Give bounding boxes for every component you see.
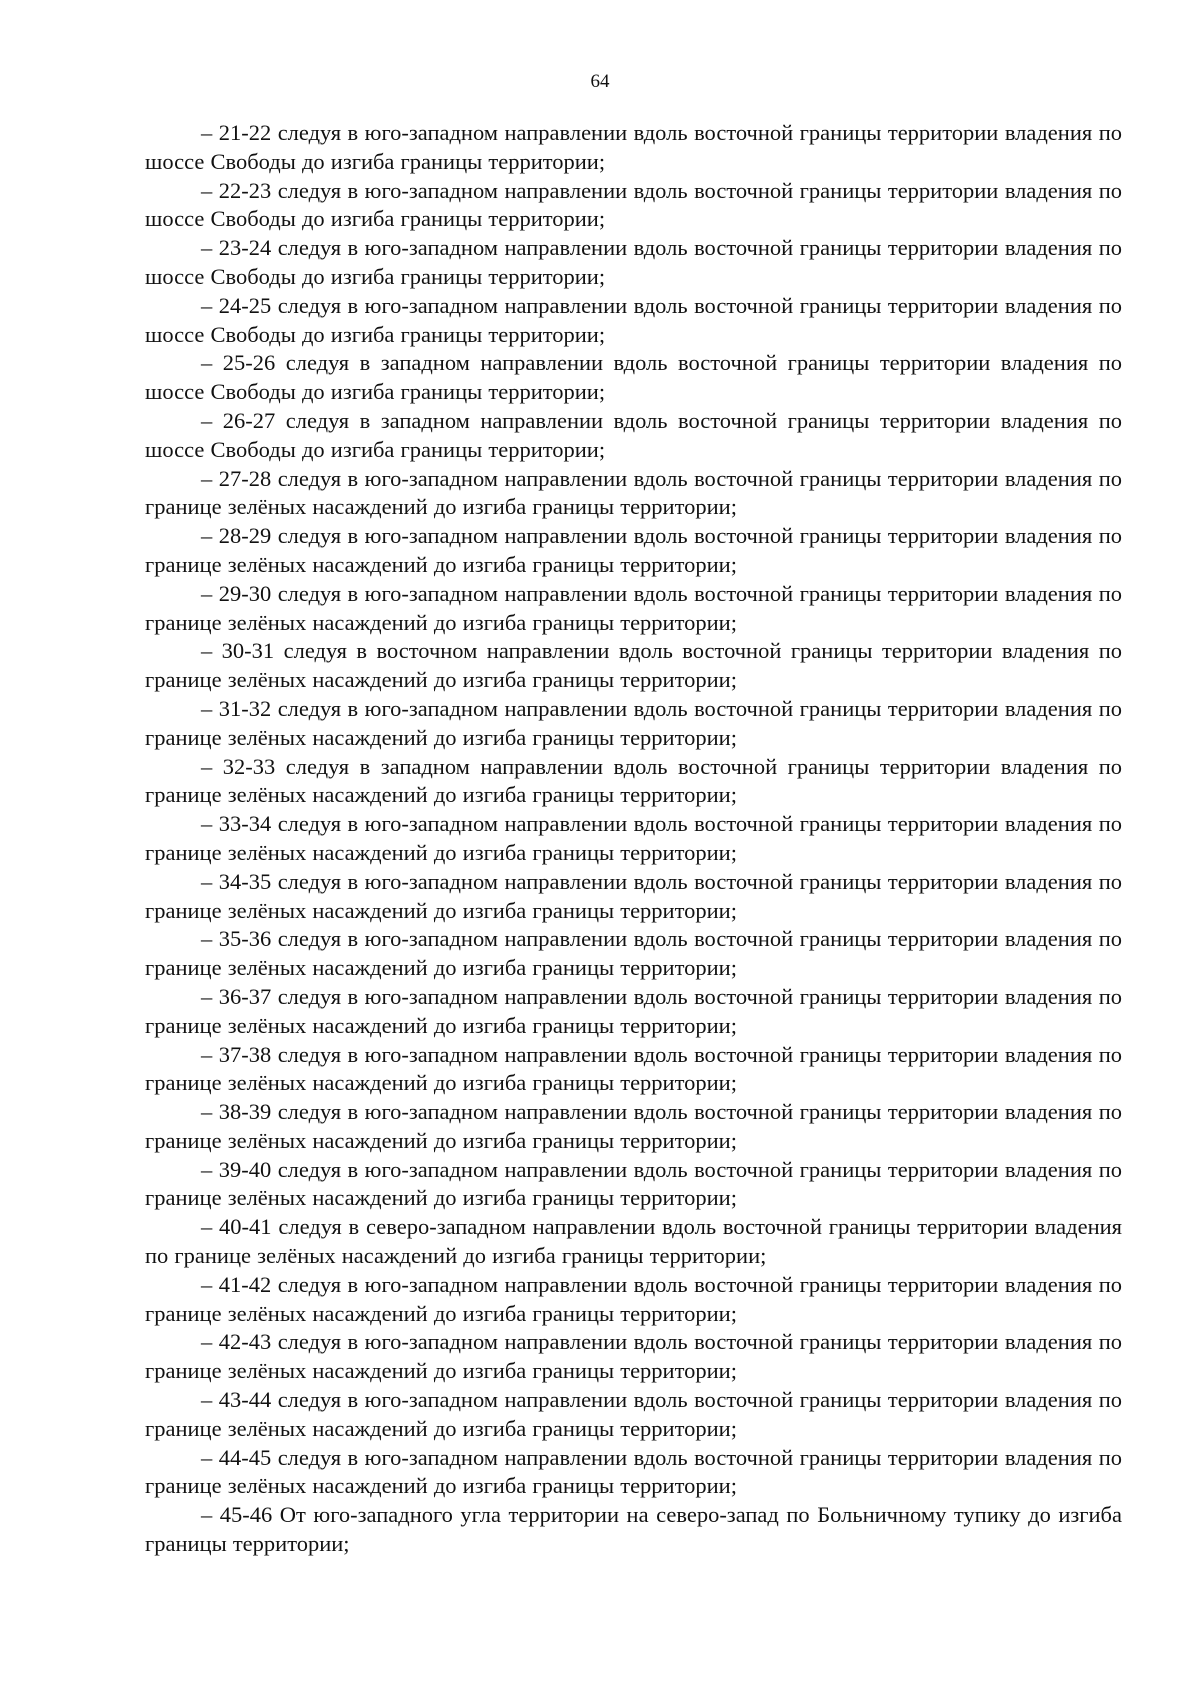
boundary-paragraph: – 24-25 следуя в юго-западном направлении вдоль восточной границы территории владения по шоссе Свободы до изгиба границы территории; — [145, 292, 1122, 347]
boundary-paragraph: – 35-36 следуя в юго-западном направлении вдоль восточной границы территории владения по границе зелёных насаждений до изгиба границы территории; — [145, 926, 1122, 981]
boundary-paragraph: – 23-24 следуя в юго-западном направлении вдоль восточной границы территории владения по шоссе Свободы до изгиба границы территории; — [145, 235, 1122, 289]
boundary-paragraph: – 26-27 следуя в западном направлении вдоль восточной границы территории владения по шоссе Свободы до изгиба границы территории; — [145, 407, 1122, 462]
boundary-paragraph: – 43-44 следуя в юго-западном направлении вдоль восточной границы территории владения по границе зелёных насаждений до изгиба границы территории; — [145, 1387, 1122, 1441]
boundary-paragraph: – 30-31 следуя в восточном направлении вдоль восточной границы территории владения по границе зелёных насаждений до изгиба границы территории; — [145, 638, 1122, 693]
boundary-paragraph: – 44-45 следуя в юго-западном направлении вдоль восточной границы территории владения по границе зелёных насаждений до изгиба границы территории; — [145, 1444, 1122, 1499]
boundary-paragraph: – 34-35 следуя в юго-западном направлении вдоль восточной границы территории владения по границе зелёных насаждений до изгиба границы территории; — [145, 868, 1122, 923]
boundary-paragraph: – 39-40 следуя в юго-западном направлении вдоль восточной границы территории владения по границе зелёных насаждений до изгиба границы территории; — [145, 1156, 1122, 1211]
boundary-paragraph: – 37-38 следуя в юго-западном направлении вдоль восточной границы территории владения по границе зелёных насаждений до изгиба границы территории; — [145, 1041, 1122, 1096]
page-number: 64 — [590, 71, 610, 92]
boundary-paragraph: – 21-22 следуя в юго-западном направлении вдоль восточной границы территории владения по шоссе Свободы до изгиба границы территории; — [145, 120, 1122, 174]
boundary-paragraph: – 41-42 следуя в юго-западном направлении вдоль восточной границы территории владения по границе зелёных насаждений до изгиба границы территории; — [145, 1271, 1122, 1326]
boundary-paragraph: – 33-34 следуя в юго-западном направлении вдоль восточной границы территории владения по границе зелёных насаждений до изгиба границы территории; — [145, 811, 1122, 865]
boundary-paragraph: – 29-30 следуя в юго-западном направлении вдоль восточной границы территории владения по границе зелёных насаждений до изгиба границы территории; — [145, 580, 1122, 635]
boundary-paragraph: – 28-29 следуя в юго-западном направлении вдоль восточной границы территории владения по границе зелёных насаждений до изгиба границы территории; — [145, 523, 1122, 577]
boundary-paragraph: – 42-43 следуя в юго-западном направлении вдоль восточной границы территории владения по границе зелёных насаждений до изгиба границы территории; — [145, 1329, 1122, 1384]
boundary-paragraph: – 22-23 следуя в юго-западном направлении вдоль восточной границы территории владения по шоссе Свободы до изгиба границы территории; — [145, 177, 1122, 232]
boundary-paragraph: – 36-37 следуя в юго-западном направлении вдоль восточной границы территории владения по границе зелёных насаждений до изгиба границы территории; — [145, 983, 1122, 1038]
boundary-paragraph: – 40-41 следуя в северо-западном направлении вдоль восточной границы территории владения по границе зелёных насаждений до изгиба границы территории; — [145, 1214, 1122, 1269]
boundary-paragraph: – 45-46 От юго-западного угла территории на северо-запад по Больничному тупику до изгиба границы территории; — [145, 1502, 1122, 1557]
boundary-paragraph: – 27-28 следуя в юго-западном направлении вдоль восточной границы территории владения по границе зелёных насаждений до изгиба границы территории; — [145, 465, 1122, 520]
boundary-paragraph: – 25-26 следуя в западном направлении вдоль восточной границы территории владения по шоссе Свободы до изгиба границы территории; — [145, 350, 1122, 405]
document-body — [145, 119, 1122, 1559]
boundary-paragraph: – 38-39 следуя в юго-западном направлении вдоль восточной границы территории владения по границе зелёных насаждений до изгиба границы территории; — [145, 1099, 1122, 1153]
boundary-paragraph: – 31-32 следуя в юго-западном направлении вдоль восточной границы территории владения по границе зелёных насаждений до изгиба границы территории; — [145, 695, 1122, 750]
boundary-paragraph: – 32-33 следуя в западном направлении вдоль восточной границы территории владения по границе зелёных насаждений до изгиба границы территории; — [145, 753, 1122, 808]
